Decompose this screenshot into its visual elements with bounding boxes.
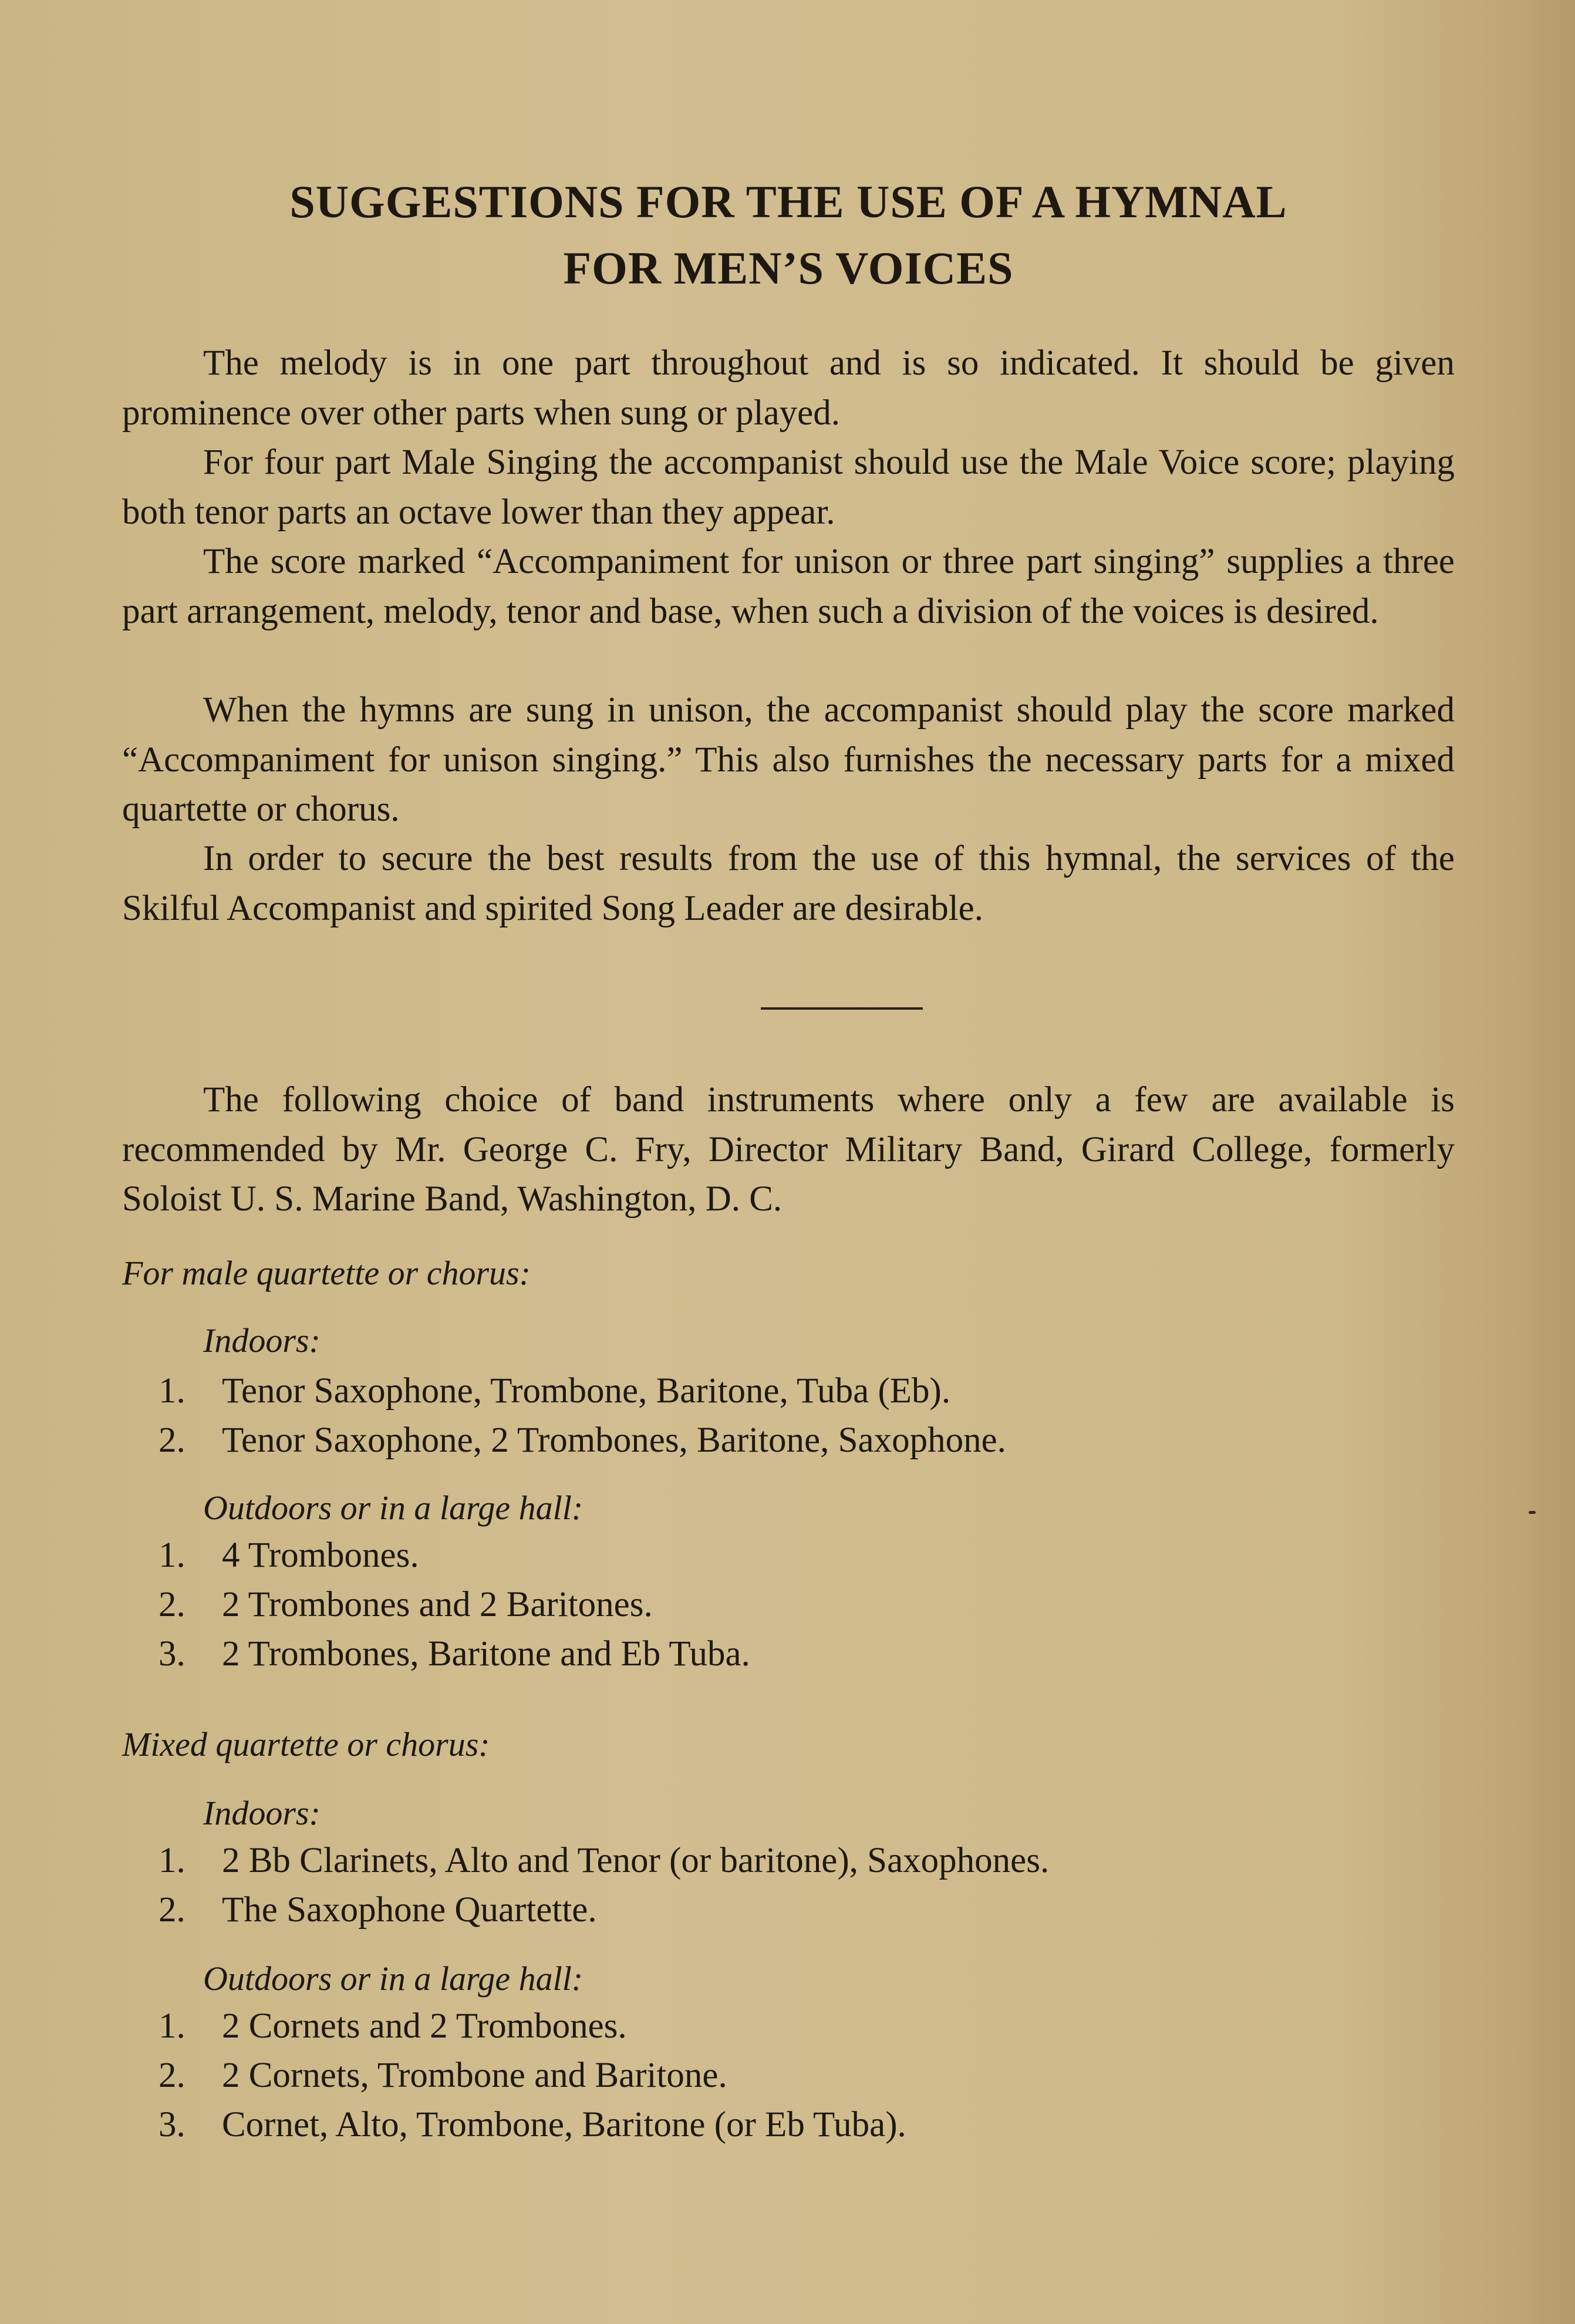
item-text: 2 Cornets and 2 Trombones. (222, 2006, 627, 2046)
item-number: 2. (158, 2056, 186, 2095)
item-number: 2. (158, 1421, 186, 1460)
section-divider (761, 1007, 923, 1010)
list-item (0, 1580, 750, 1630)
paragraph-melody: The melody is in one part throughout and is so indicated. It should be given prominence over other parts when sung or played. (122, 343, 1455, 433)
list-item (0, 1836, 1049, 1885)
item-text: Tenor Saxophone, Trombone, Baritone, Tuba (Eb). (222, 1371, 951, 1411)
page-title-line-1: SUGGESTIONS FOR THE USE OF A HYMNAL (289, 176, 1287, 227)
list-item (0, 2051, 906, 2100)
item-text: Tenor Saxophone, 2 Trombones, Baritone, Saxophone. (222, 1421, 1006, 1460)
paragraph-unison: When the hymns are sung in unison, the accompanist should play the score marked “Accompaniment for unison singing.” This also furnishes the necessary parts for a mixed quartette or chorus. (122, 690, 1455, 829)
paragraph-three-part: The score marked “Accompaniment for unison or three part singing” supplies a three part arrangement, melody, tenor and base, when such a division of the voices is desired. (122, 542, 1455, 631)
subheading-mixed-indoors: Indoors: (203, 1794, 321, 1832)
list-item (0, 1630, 750, 1679)
paper-speck (1529, 1511, 1536, 1514)
item-text: Cornet, Alto, Trombone, Baritone (or Eb Tuba). (222, 2105, 906, 2144)
item-number: 3. (158, 2105, 186, 2144)
list-item (0, 1416, 1006, 1465)
section-heading-mixed: Mixed quartette or chorus: (122, 1725, 490, 1763)
item-number: 1. (158, 1371, 186, 1411)
item-text: The Saxophone Quartette. (222, 1890, 597, 1930)
item-number: 1. (158, 1536, 186, 1575)
subheading-male-outdoors: Outdoors or in a large hall: (203, 1489, 584, 1527)
paragraph-best-results: In order to secure the best results from the use of this hymnal, the services of the Skilful Accompanist and spirited Song Leader are desirable. (122, 839, 1455, 928)
list-item (0, 1367, 1006, 1416)
list-male-outdoors (0, 1531, 750, 1679)
list-item (0, 2100, 906, 2150)
paragraph-band-intro: The following choice of band instruments where only a few are available is recommended by Mr. George C. Fry, Director Military Band, Girard College, formerly Soloist U. S. Marine Band, Washington, D. C. (122, 1080, 1455, 1219)
paragraph-male-singing: For four part Male Singing the accompanist should use the Male Voice score; playing both tenor parts an octave lower than they appear. (122, 443, 1455, 532)
item-number: 2. (158, 1585, 186, 1624)
list-mixed-indoors (0, 1836, 1049, 1935)
item-number: 2. (158, 1890, 186, 1930)
section-heading-male: For male quartette or chorus: (122, 1254, 531, 1292)
page-title-line-2: FOR MEN’S VOICES (563, 242, 1014, 294)
list-male-indoors (0, 1367, 1006, 1465)
subheading-mixed-outdoors: Outdoors or in a large hall: (203, 1959, 584, 1998)
item-number: 3. (158, 1634, 186, 1674)
list-item (0, 1531, 750, 1580)
item-number: 1. (158, 1841, 186, 1880)
item-text: 2 Cornets, Trombone and Baritone. (222, 2056, 727, 2095)
item-number: 1. (158, 2006, 186, 2046)
item-text: 2 Trombones and 2 Baritones. (222, 1585, 653, 1624)
item-text: 2 Bb Clarinets, Alto and Tenor (or baritone), Saxophones. (222, 1841, 1050, 1880)
list-item (0, 2002, 906, 2051)
list-item (0, 1885, 1049, 1935)
subheading-male-indoors: Indoors: (203, 1321, 321, 1360)
item-text: 4 Trombones. (222, 1536, 419, 1575)
list-mixed-outdoors (0, 2002, 906, 2150)
item-text: 2 Trombones, Baritone and Eb Tuba. (222, 1634, 750, 1674)
